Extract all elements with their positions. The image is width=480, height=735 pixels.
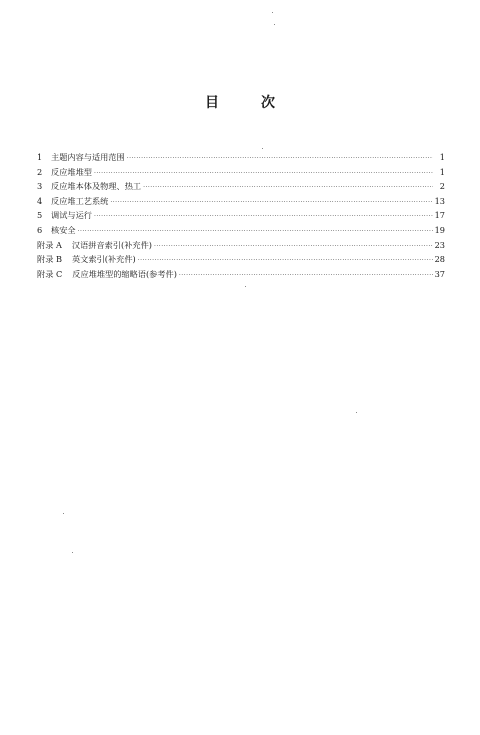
toc-entry[interactable] (37, 150, 445, 165)
title-char-1: 目 (205, 95, 219, 111)
scan-speck (274, 24, 275, 25)
toc-leader-dots (127, 152, 433, 167)
title-char-2: 次 (261, 95, 275, 111)
toc-entry[interactable] (37, 267, 445, 282)
toc-entry[interactable] (37, 223, 445, 238)
toc-entry-number: 3 (37, 181, 43, 192)
toc-entry-page: 37 (434, 268, 445, 279)
toc-entry-page: 19 (434, 224, 445, 235)
toc-entry[interactable] (37, 194, 445, 209)
toc-entry-number: 2 (37, 166, 43, 177)
toc-entry-page: 1 (439, 152, 445, 162)
toc-leader-dots (110, 196, 432, 211)
toc-entry-page: 28 (434, 254, 445, 265)
toc-entry[interactable] (37, 208, 445, 223)
toc-entry-page: 1 (439, 166, 445, 177)
toc-entry[interactable] (37, 238, 445, 253)
toc-leader-dots (179, 269, 433, 284)
scan-speck (72, 552, 73, 553)
toc-entry-number: 4 (37, 195, 43, 206)
toc-entry-number: 1 (37, 152, 43, 162)
toc-entry-title: 反应堆堆型的缩略语(参考件) (72, 268, 177, 279)
toc-entry[interactable] (37, 165, 445, 180)
toc-entry-number: 5 (37, 210, 43, 221)
toc-entry[interactable] (37, 179, 445, 194)
scan-speck (63, 513, 64, 514)
toc-entry-number: 附录 A (37, 239, 62, 250)
scan-speck (356, 412, 357, 413)
toc-entry-title: 汉语拼音索引(补充件) (71, 239, 152, 250)
toc-entry-page: 17 (434, 210, 445, 221)
toc-entry-number: 附录 C (37, 268, 63, 279)
toc-entry-title: 英文索引(补充件) (72, 254, 136, 265)
toc-entry[interactable] (37, 252, 445, 267)
scan-speck (272, 12, 273, 13)
toc-entry-title: 主题内容与适用范围 (51, 152, 125, 162)
toc-leader-dots (138, 254, 433, 269)
toc-entry-page: 2 (439, 181, 445, 192)
toc-leader-dots (143, 181, 433, 196)
toc-entry-page: 13 (434, 195, 445, 206)
toc-entry-number: 附录 B (37, 254, 62, 265)
toc-entry-title: 核安全 (51, 224, 76, 235)
toc-entry-title: 反应堆本体及物理、热工 (51, 181, 142, 192)
table-of-contents (37, 150, 445, 281)
toc-entry-title: 反应堆堆型 (51, 166, 92, 177)
toc-leader-dots (94, 167, 433, 182)
toc-entry-title: 调试与运行 (51, 210, 92, 221)
toc-entry-number: 6 (37, 224, 43, 235)
toc-leader-dots (154, 240, 433, 255)
toc-entry-title: 反应堆工艺系统 (51, 195, 109, 206)
toc-leader-dots (94, 210, 433, 225)
page-title (0, 92, 480, 112)
scan-speck (262, 148, 263, 149)
toc-entry-page: 23 (434, 239, 445, 250)
scan-speck (245, 286, 246, 287)
